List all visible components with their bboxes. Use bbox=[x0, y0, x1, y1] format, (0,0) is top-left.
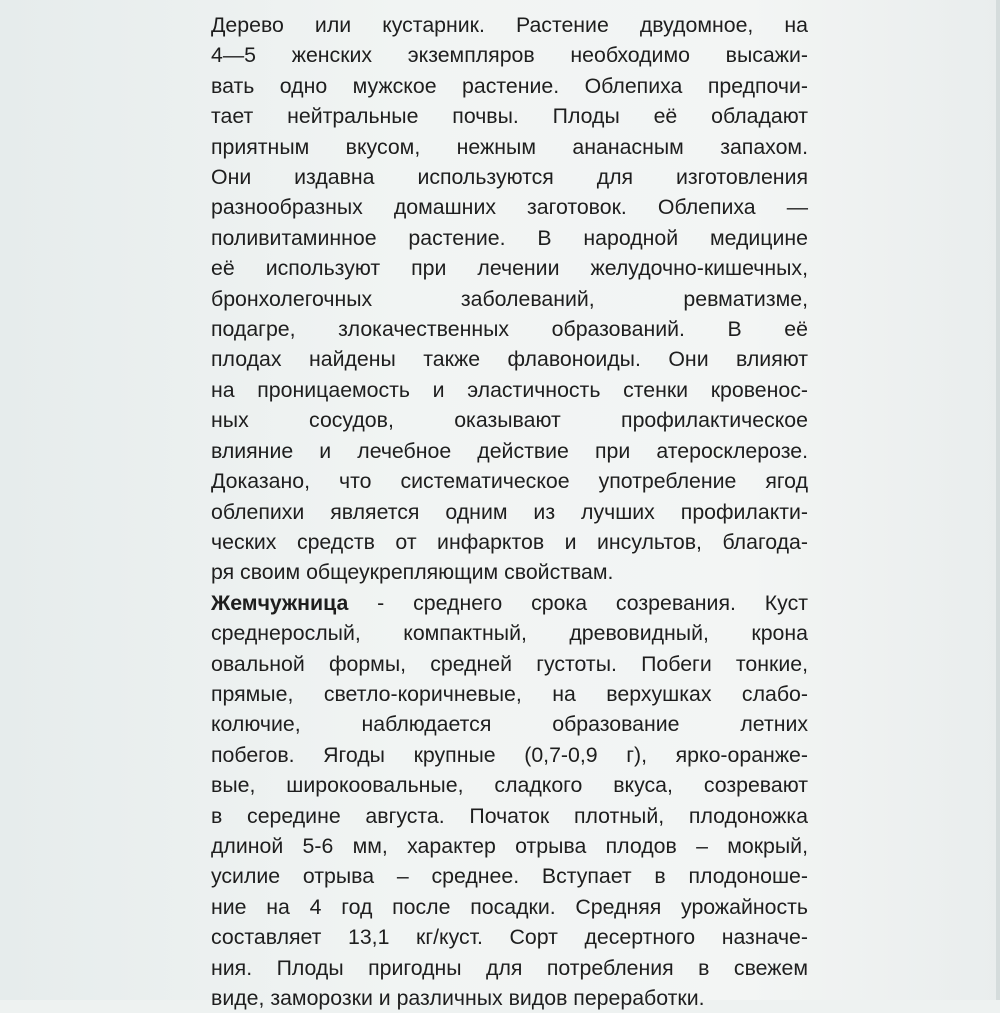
text-line: ние на 4 год после посадки. Средняя урожайность bbox=[211, 894, 808, 919]
text-line: разнообразных домашних заготовок. Облепиха — bbox=[211, 195, 808, 220]
text-line: на проницаемость и эластичность стенки кровенос- bbox=[211, 377, 808, 402]
text-line: колючие, наблюдается образование летних bbox=[211, 712, 808, 737]
text-line: составляет 13,1 кг/куст. Сорт десертного назначе- bbox=[211, 925, 808, 950]
text-line: её используют при лечении желудочно-кишечных, bbox=[211, 256, 808, 281]
text-line: прямые, светло-коричневые, на верхушках слабо- bbox=[211, 681, 808, 706]
text-line: облепихи является одним из лучших профилакти- bbox=[211, 499, 808, 524]
text-line: подагре, злокачественных образований. В её bbox=[211, 317, 808, 342]
text-line: Они издавна используются для изготовления bbox=[211, 165, 808, 190]
text-line: усилие отрыва – среднее. Вступает в плодоноше- bbox=[211, 864, 808, 889]
text-line: ния. Плоды пригодны для потребления в свежем bbox=[211, 955, 808, 980]
text-line: ря своим общеукрепляющим свойствам. bbox=[211, 560, 614, 585]
paragraph-variety bbox=[211, 588, 808, 1013]
text-line: среднерослый, компактный, древовидный, крона bbox=[211, 621, 808, 646]
text-block bbox=[211, 10, 808, 1013]
text-line: ных сосудов, оказывают профилактическое bbox=[211, 408, 808, 433]
text-line: плодах найдены также флавоноиды. Они влияют bbox=[211, 347, 808, 372]
text-line: Дерево или кустарник. Растение двудомное, на bbox=[211, 13, 808, 37]
text-line: овальной формы, средней густоты. Побеги тонкие, bbox=[211, 651, 808, 676]
text-line: длиной 5-6 мм, характер отрыва плодов – мокрый, bbox=[211, 833, 808, 858]
text-line: тает нейтральные почвы. Плоды её обладают bbox=[211, 104, 808, 129]
text-line: вые, широкоовальные, сладкого вкуса, созревают bbox=[211, 773, 808, 798]
text-line: влияние и лечебное действие при атеросклерозе. bbox=[211, 438, 808, 463]
text-line: виде, заморозки и различных видов переработки. bbox=[211, 986, 705, 1010]
variety-name: Жемчужница bbox=[211, 590, 349, 615]
text-line: вать одно мужское растение. Облепиха предпочи- bbox=[211, 73, 808, 98]
text-line: ческих средств от инфарктов и инсультов, благода- bbox=[211, 529, 808, 554]
text-line: в середине августа. Початок плотный, плодоножка bbox=[211, 803, 808, 828]
text-line: поливитаминное растение. В народной медицине bbox=[211, 225, 808, 250]
paragraph-description bbox=[211, 10, 808, 588]
text-line: бронхолегочных заболеваний, ревматизме, bbox=[211, 286, 808, 311]
text-line: приятным вкусом, нежным ананасным запахом. bbox=[211, 134, 808, 159]
text-line: побегов. Ягоды крупные (0,7-0,9 г), ярко-оранже- bbox=[211, 742, 808, 767]
text-line: 4—5 женских экземпляров необходимо высажи- bbox=[211, 43, 808, 68]
text-line-first bbox=[211, 588, 808, 618]
page-edge bbox=[996, 0, 1000, 1000]
text-line: Доказано, что систематическое употребление ягод bbox=[211, 469, 808, 494]
variety-intro: - среднего срока созревания. Куст bbox=[348, 590, 808, 615]
